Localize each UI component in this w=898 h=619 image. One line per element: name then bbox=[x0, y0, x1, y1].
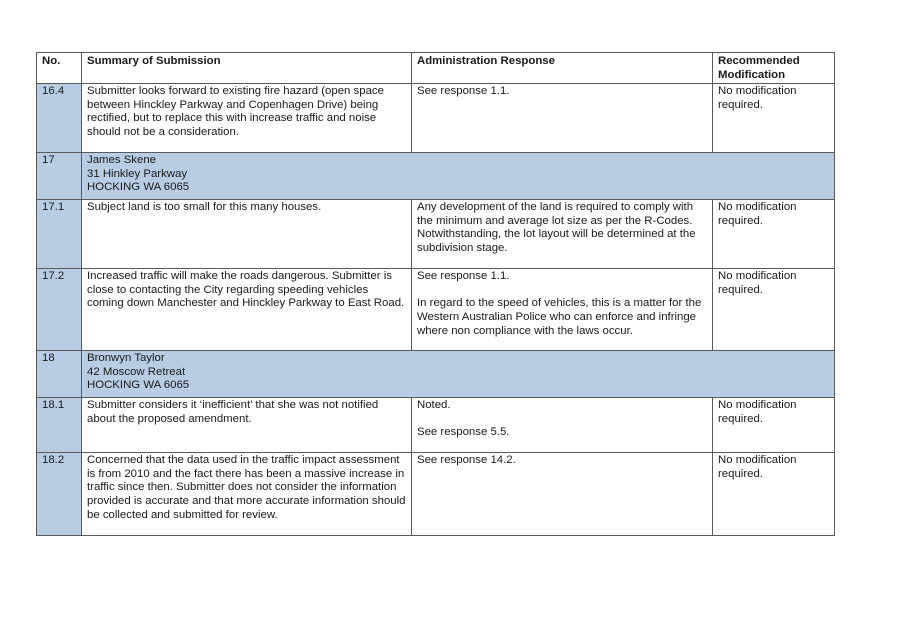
submission-summary: Concerned that the data used in the traffic impact assessment is from 2010 and the fact there has been a massive increase in traffic since then. Submitter does not consider the information provided is accurate and that more accurate information should be collected and submitted for review. bbox=[82, 453, 412, 536]
submission-summary: Subject land is too small for this many houses. bbox=[82, 200, 412, 269]
recommended-modification: No modification required. bbox=[713, 453, 835, 536]
administration-response bbox=[412, 200, 713, 269]
item-number: 18.2 bbox=[37, 453, 82, 536]
table-row bbox=[37, 200, 835, 269]
administration-response bbox=[412, 453, 713, 536]
response-paragraph: Noted. bbox=[417, 399, 451, 412]
submitter-row bbox=[37, 153, 835, 200]
submission-summary: Submitter considers it ‘inefficient’ that she was not notified about the proposed amendment. bbox=[82, 398, 412, 453]
submitter-details bbox=[82, 351, 835, 398]
item-number: 17.1 bbox=[37, 200, 82, 269]
recommended-modification: No modification required. bbox=[713, 200, 835, 269]
header-summary: Summary of Submission bbox=[82, 53, 412, 84]
table-row bbox=[37, 453, 835, 536]
administration-response bbox=[412, 398, 713, 453]
response-paragraph: Any development of the land is required to comply with the minimum and average lot size as per the R-Codes. Notwithstanding, the lot layout will be determined at the subdivision stage. bbox=[417, 201, 696, 254]
administration-response bbox=[412, 269, 713, 351]
table-row bbox=[37, 84, 835, 153]
administration-response bbox=[412, 84, 713, 153]
header-response: Administration Response bbox=[412, 53, 713, 84]
response-paragraph: See response 1.1. bbox=[417, 85, 510, 98]
submitter-details bbox=[82, 153, 835, 200]
response-paragraph: See response 1.1. bbox=[417, 270, 510, 283]
response-paragraph: In regard to the speed of vehicles, this is a matter for the Western Australian Police who can enforce and infringe where non compliance with the laws occur. bbox=[417, 297, 702, 337]
recommended-modification: No modification required. bbox=[713, 84, 835, 153]
item-number: 18 bbox=[37, 351, 82, 398]
item-number: 16.4 bbox=[37, 84, 82, 153]
table-row bbox=[37, 398, 835, 453]
response-paragraph: See response 5.5. bbox=[417, 426, 510, 439]
table-row bbox=[37, 269, 835, 351]
submission-summary: Increased traffic will make the roads dangerous. Submitter is close to contacting the City regarding speeding vehicles coming down Manchester and Hinckley Parkway to East Road. bbox=[82, 269, 412, 351]
item-number: 17 bbox=[37, 153, 82, 200]
submissions-table bbox=[36, 52, 835, 536]
response-paragraph: See response 14.2. bbox=[417, 454, 516, 467]
header-row bbox=[37, 53, 835, 84]
header-modification: Recommended Modification bbox=[713, 53, 835, 84]
recommended-modification: No modification required. bbox=[713, 269, 835, 351]
submission-summary: Submitter looks forward to existing fire hazard (open space between Hinckley Parkway and Copenhagen Drive) being rectified, but to replace this with increase traffic and noise should not be a consideration. bbox=[82, 84, 412, 153]
submitter-name: James Skene bbox=[87, 154, 157, 167]
item-number: 17.2 bbox=[37, 269, 82, 351]
submitter-suburb: HOCKING WA 6065 bbox=[87, 379, 190, 392]
header-no: No. bbox=[37, 53, 82, 84]
submitter-street: 42 Moscow Retreat bbox=[87, 365, 186, 378]
submitter-suburb: HOCKING WA 6065 bbox=[87, 181, 190, 194]
item-number: 18.1 bbox=[37, 398, 82, 453]
submitter-street: 31 Hinkley Parkway bbox=[87, 167, 188, 180]
recommended-modification: No modification required. bbox=[713, 398, 835, 453]
submitter-name: Bronwyn Taylor bbox=[87, 352, 165, 365]
submitter-row bbox=[37, 351, 835, 398]
